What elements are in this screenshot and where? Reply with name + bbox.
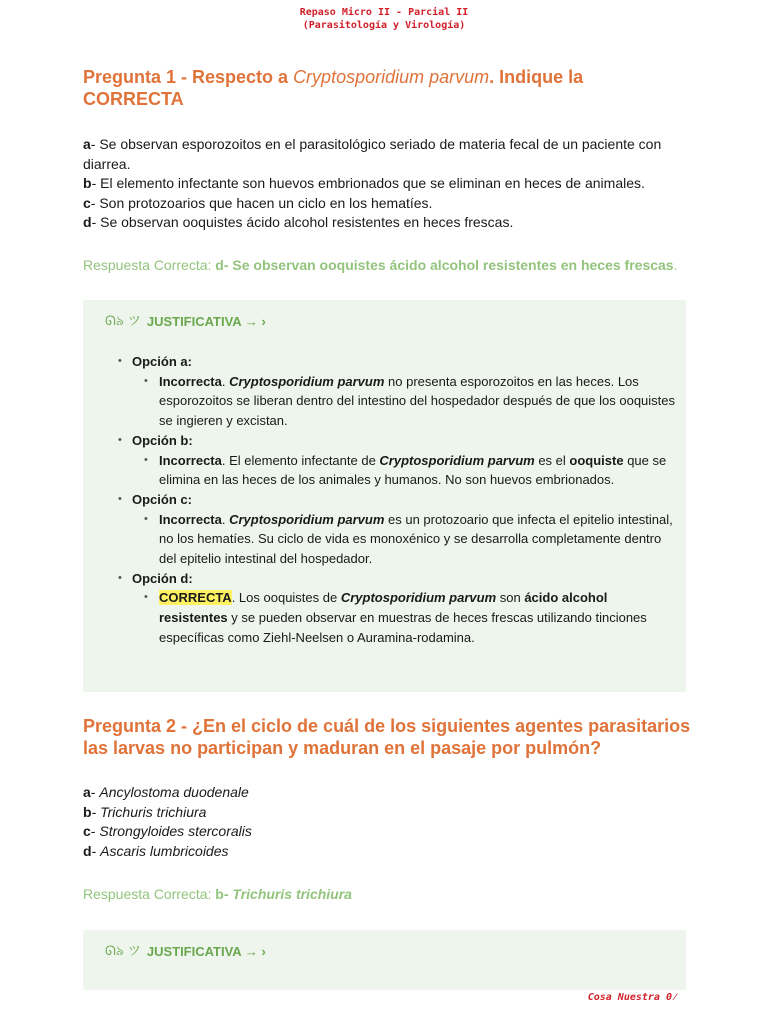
justification-item-a: • Opción a: • Incorrecta. Cryptosporidium parvum no presenta esporozoitos en las heces. Los esporozoitos se liberan dentro del intestino del hospedador después de que los ooquistes se ingieren y excistan. [116, 352, 676, 431]
justification-icon: ᘏ৯ ツ [105, 313, 141, 328]
justification-item-b: • Opción b: • Incorrecta. El elemento infectante de Cryptosporidium parvum es el ooquiste que se elimina en las heces de los animales y humanos. No son huevos embrionados. [116, 431, 676, 490]
header-subtitle: (Parasitología y Virología) [302, 20, 466, 31]
question-1-answer: Respuesta Correcta: d- Se observan ooquistes ácido alcohol resistentes en heces frescas. [83, 257, 678, 273]
option-b: b- Trichuris trichiura [83, 803, 207, 820]
justification-list [116, 352, 676, 648]
document-header [0, 6, 768, 32]
footer-note: Cosa Nuestra 0⁄ [587, 992, 678, 1003]
species-name: Cryptosporidium parvum [293, 67, 490, 87]
question-1-title: Pregunta 1 - Respecto a Cryptosporidium parvum. Indique la CORRECTA [83, 67, 584, 109]
option-c: c- Son protozoarios que hacen un ciclo en los hematíes. [83, 194, 433, 211]
option-b: b- El elemento infectante son huevos embrionados que se eliminan en heces de animales. [83, 175, 645, 191]
justification-toggle[interactable] [105, 940, 266, 963]
justification-icon: ᘏ৯ ツ [105, 943, 141, 958]
question-2-answer: Respuesta Correcta: b- Trichuris trichiura [83, 886, 352, 902]
justification-toggle[interactable] [105, 310, 266, 333]
question-2-title: Pregunta 2 - ¿En el ciclo de cuál de los siguientes agentes parasitarios las larvas no participan y maduran en el pasaje por pulmón? [83, 716, 691, 758]
justification-box-1 [83, 300, 686, 692]
justification-label: JUSTIFICATIVA → › [146, 314, 266, 329]
justification-box-2 [83, 930, 686, 990]
option-d: d- Se observan ooquistes ácido alcohol resistentes en heces frescas. [83, 214, 514, 230]
question-2-options [83, 783, 683, 861]
question-1-options [83, 135, 683, 233]
justification-item-c: • Opción c: • Incorrecta. Cryptosporidium parvum es un protozoario que infecta el epitelio intestinal, no los hematíes. Su ciclo de vida es monoxénico y se desarrolla completamente dentro del epitelio intestinal del hospedador. [116, 490, 676, 569]
justification-label: JUSTIFICATIVA → › [146, 944, 266, 959]
header-title: Repaso Micro II - Parcial II [299, 7, 469, 18]
option-a: a- Ancylostoma duodenale [83, 784, 249, 800]
option-d: d- Ascaris lumbricoides [83, 842, 229, 859]
option-a: a- Se observan esporozoitos en el parasitológico seriado de materia fecal de un paciente con diarrea. [83, 136, 662, 172]
option-c: c- Strongyloides stercoralis [83, 823, 252, 839]
correct-highlight: CORRECTA [159, 590, 232, 606]
justification-item-d: • Opción d: • CORRECTA. Los ooquistes de Cryptosporidium parvum son ácido alcohol resistentes y se pueden observar en muestras de heces frescas utilizando tinciones específicas como Ziehl-Neelsen o Auramina-rodamina. [116, 569, 676, 648]
